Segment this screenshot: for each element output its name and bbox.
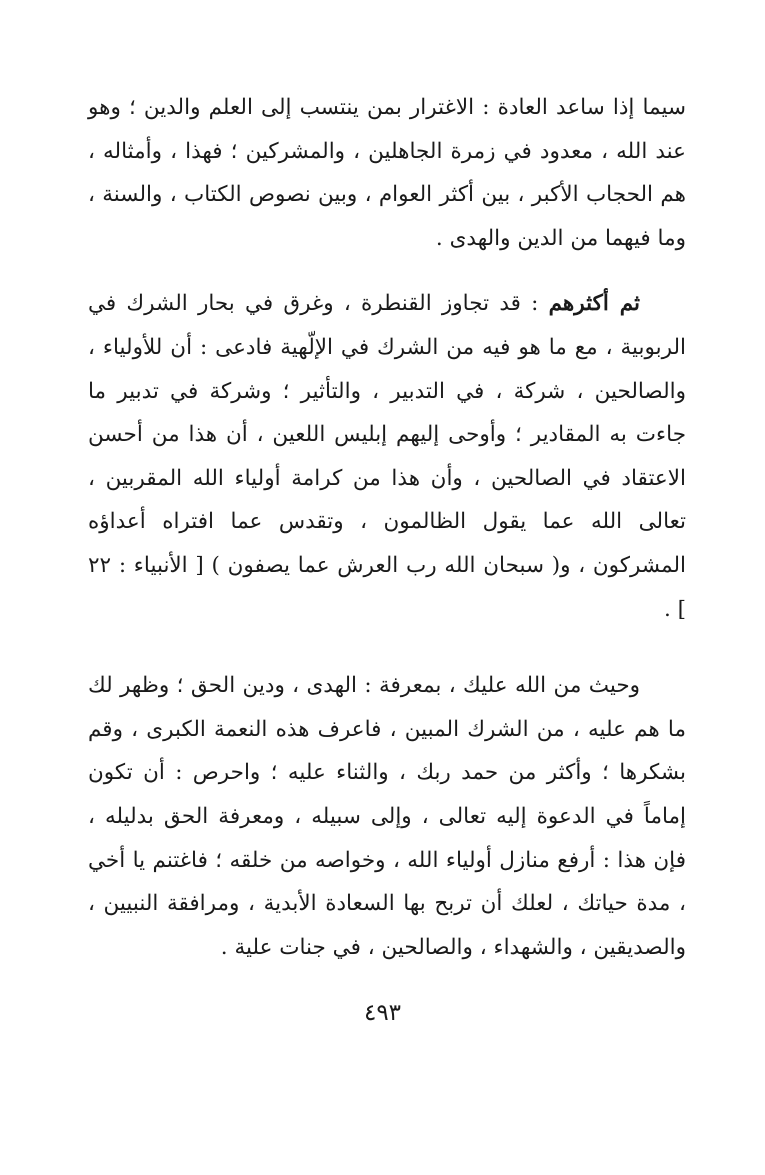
paragraph-3-text: وحيث من الله عليك ، بمعرفة : الهدى ، ودين الحق ؛ وظهر لك ما هم عليه ، من الشرك المبين ، فاعرف هذه النعمة الكبرى ، وقم بشكرها ؛ وأكثر من حمد ربك ، والثناء عليه ؛ واحرص : أن تكون إماماً في الدعوة إليه تعالى ، وإلى سبيله ، ومعرفة الحق بدليله ، فإن هذا : أرفع منازل أولياء الله ، وخواصه من خلقه ؛ فاغتنم يا أخي ، مدة حياتك ، لعلك أن تربح بها السعادة الأبدية ، ومرافقة النبيين ، والصديقين ، والشهداء ، والصالحين ، في جنات علية . bbox=[88, 673, 686, 960]
paragraph-1 bbox=[88, 86, 686, 260]
paragraph-2 bbox=[88, 282, 686, 631]
paragraph-3 bbox=[88, 664, 686, 969]
page-body bbox=[88, 86, 686, 969]
paragraph-2-text: : قد تجاوز القنطرة ، وغرق في بحار الشرك في الربوبية ، مع ما هو فيه من الشرك في الإلّهية فادعى : أن للأولياء ، والصالحين ، شركة ، في التدبير ، والتأثير ؛ وشركة في تدبير ما جاءت به المقادير ؛ وأوحى إليهم إبليس اللعين ، أن هذا من أحسن الاعتقاد في الصالحين ، وأن هذا من كرامة أولياء الله المقربين ، تعالى الله عما يقول الظالمون ، وتقدس عما افتراه أعداؤه المشركون ، و( سبحان الله رب العرش عما يصفون ) [ الأنبياء : ٢٢ ] . bbox=[88, 291, 686, 622]
paragraph-1-text: سيما إذا ساعد العادة : الاغترار بمن ينتسب إلى العلم والدين ؛ وهو عند الله ، معدود في زمرة الجاهلين ، والمشركين ؛ فهذا ، وأمثاله ، هم الحجاب الأكبر ، بين أكثر العوام ، وبين نصوص الكتاب ، والسنة ، وما فيهما من الدين والهدى . bbox=[88, 95, 686, 251]
paragraph-2-lead: ثم أكثرهم bbox=[548, 291, 640, 317]
page-number: ٤٩٣ bbox=[363, 1000, 402, 1026]
